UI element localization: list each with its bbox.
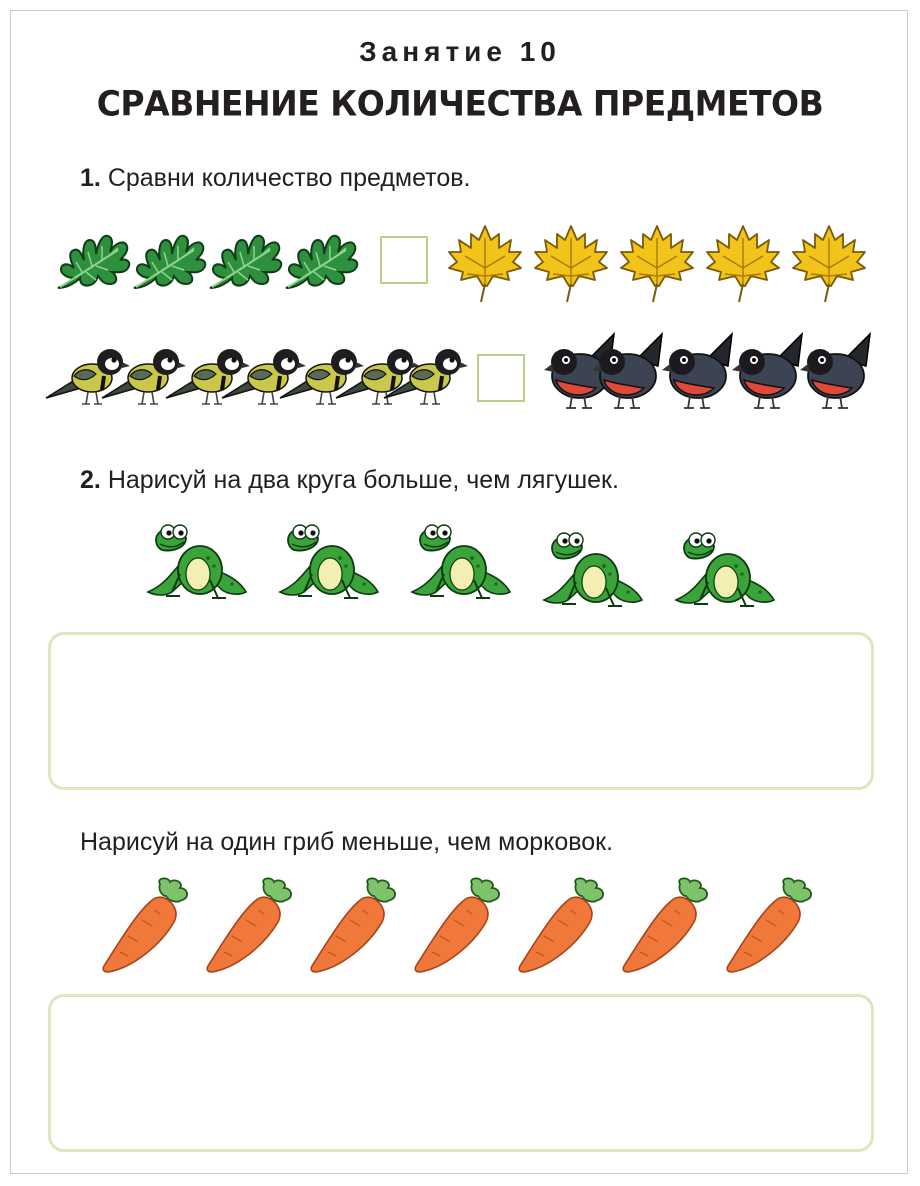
oak-leaf-icon bbox=[52, 222, 134, 296]
frog-icon bbox=[538, 526, 650, 612]
carrot-icon bbox=[618, 876, 718, 976]
answer-box-circles[interactable] bbox=[48, 632, 874, 790]
maple-leaf-icon bbox=[445, 222, 525, 304]
maple-leaf-icon bbox=[703, 222, 783, 304]
carrot-icon bbox=[514, 876, 614, 976]
task-2-number: 2. bbox=[80, 466, 101, 494]
frog-icon bbox=[274, 518, 386, 604]
maple-leaf-icon bbox=[531, 222, 611, 304]
oak-leaf-icon bbox=[280, 222, 362, 296]
oak-leaf-icon bbox=[128, 222, 210, 296]
task-1-text: Сравни количество предметов. bbox=[107, 164, 471, 192]
task-2-instruction bbox=[80, 466, 619, 495]
oak-leaf-icon bbox=[204, 222, 286, 296]
bullfinch-icon bbox=[730, 330, 806, 410]
carrot-icon bbox=[410, 876, 510, 976]
carrot-icon bbox=[98, 876, 198, 976]
comparison-box-1[interactable] bbox=[380, 236, 428, 284]
task-1-number: 1. bbox=[80, 164, 101, 192]
carrot-icon bbox=[306, 876, 406, 976]
bullfinch-icon bbox=[590, 330, 666, 410]
page-title: СРАВНЕНИЕ КОЛИЧЕСТВА ПРЕДМЕТОВ bbox=[96, 83, 824, 124]
answer-box-mushrooms[interactable] bbox=[48, 994, 874, 1152]
task-2-text: Нарисуй на два круга больше, чем лягушек. bbox=[107, 466, 619, 494]
comparison-box-2[interactable] bbox=[477, 354, 525, 402]
carrot-icon bbox=[722, 876, 822, 976]
frog-icon bbox=[670, 526, 782, 612]
bullfinch-icon bbox=[798, 330, 874, 410]
task-3-instruction bbox=[80, 828, 613, 857]
task-3-text: Нарисуй на один гриб меньше, чем морковок. bbox=[80, 828, 614, 856]
maple-leaf-icon bbox=[789, 222, 869, 304]
lesson-number: Занятие 10 bbox=[359, 36, 561, 67]
bullfinch-icon bbox=[660, 330, 736, 410]
task-1-instruction bbox=[80, 164, 470, 193]
carrot-icon bbox=[202, 876, 302, 976]
maple-leaf-icon bbox=[617, 222, 697, 304]
great-tit-icon bbox=[382, 340, 474, 410]
frog-icon bbox=[406, 518, 518, 604]
frog-icon bbox=[142, 518, 254, 604]
